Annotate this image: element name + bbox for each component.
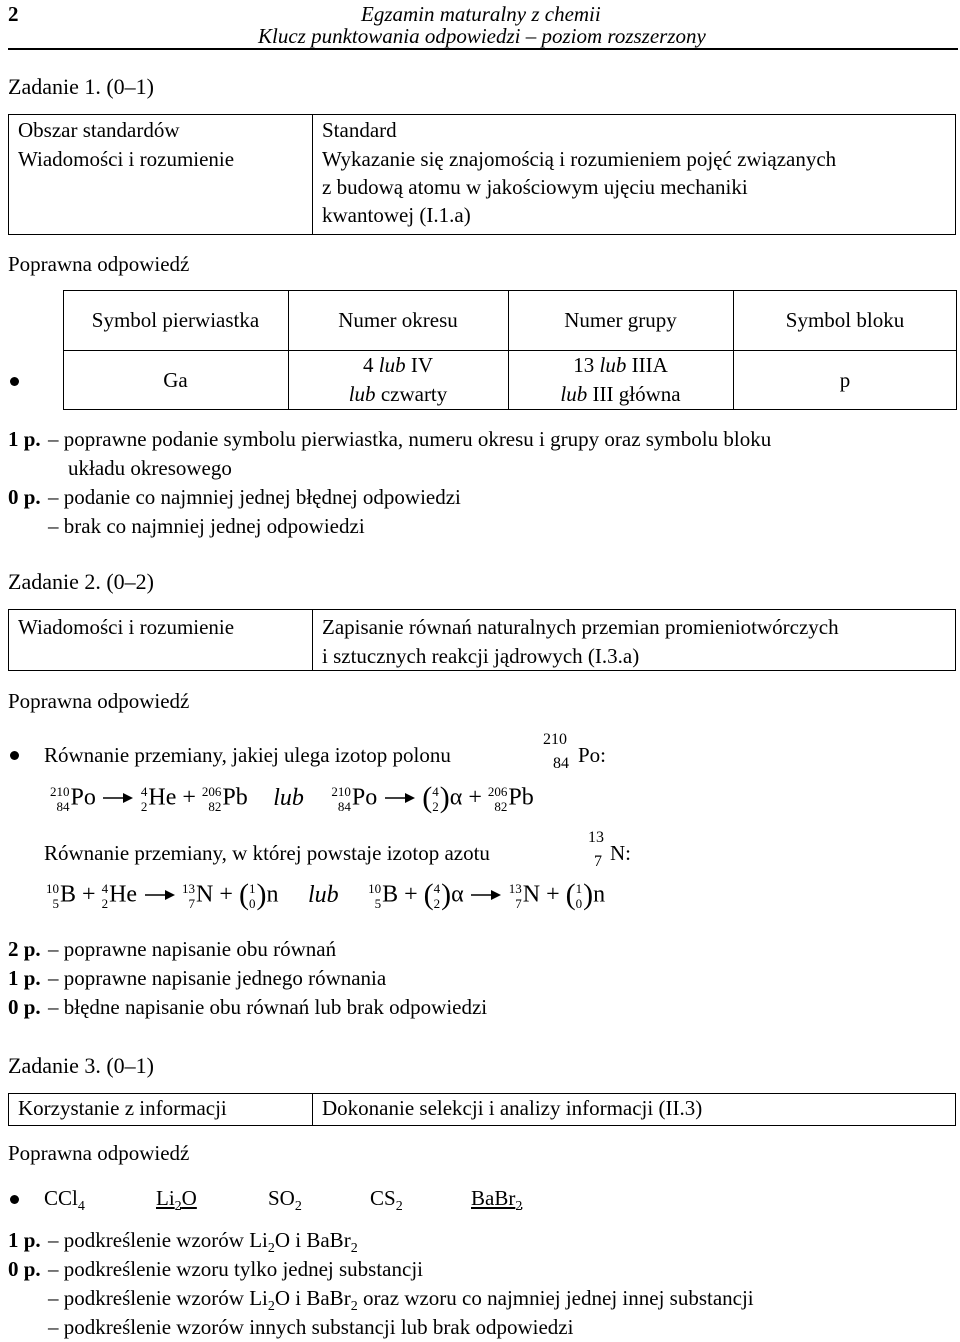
task3-correct-label: Poprawna odpowiedź	[8, 1141, 190, 1165]
task1-area-header: Obszar standardów	[18, 118, 180, 142]
formula-ccl4: CCl$_4$	[44, 1186, 85, 1215]
table-header-block: Symbol bloku	[785, 308, 905, 332]
task1-score0-text2: – brak co najmniej jednej odpowiedzi	[48, 514, 365, 538]
table-cell-block: p	[839, 368, 851, 392]
eq1-intro: Równanie przemiany, jakiej ulega izotop polonu	[44, 743, 451, 767]
task3-title: Zadanie 3. (0–1)	[8, 1053, 154, 1078]
bullet-icon	[10, 751, 19, 760]
reaction-arrow-icon	[469, 888, 503, 902]
task3-score0-text: – podkreślenie wzoru tylko jednej substancji	[48, 1257, 423, 1281]
task1-standard-header: Standard	[322, 118, 397, 142]
bullet-icon	[10, 1195, 19, 1204]
eq2-intro: Równanie przemiany, w której powstaje izotop azotu	[44, 841, 490, 865]
task2-score1-text: – poprawne napisanie jednego równania	[48, 966, 387, 990]
task3-score1-text: – podkreślenie wzorów $Li_2O$ i BaBr$_2$	[48, 1228, 358, 1257]
task1-standard-line1: Wykazanie się znajomością i rozumieniem pojęć związanych	[322, 147, 837, 171]
task3-standard-value: Dokonanie selekcji i analizy informacji (II.3)	[322, 1096, 703, 1120]
table-cell-symbol: Ga	[163, 368, 188, 392]
reaction-arrow-icon	[143, 888, 177, 902]
task1-correct-label: Poprawna odpowiedź	[8, 252, 190, 276]
task2-score0-label: 0 p.	[8, 995, 41, 1019]
task1-standard-line2: z budową atomu w jakościowym ujęciu mechaniki	[322, 175, 748, 199]
task2-correct-label: Poprawna odpowiedź	[8, 689, 190, 713]
task3-standard-divider	[312, 1093, 313, 1126]
formula-cs2: $CS_2$	[370, 1186, 403, 1215]
page-number: 2	[8, 2, 19, 26]
task1-score0-label: 0 p.	[8, 485, 41, 509]
task2-title: Zadanie 2. (0–2)	[8, 569, 154, 594]
eq1-intro-z: 84	[553, 755, 569, 772]
table-cell-group-line1: 13 lub IIIA	[573, 353, 668, 377]
reaction-arrow-icon	[383, 791, 417, 805]
formula-li2o: $Li_2O$	[156, 1186, 197, 1215]
eq2-intro-symbol: N:	[610, 841, 631, 865]
eq1-intro-symbol: Po:	[578, 743, 607, 767]
task3-score0-text3: – podkreślenie wzorów innych substancji lub brak odpowiedzi	[48, 1315, 574, 1339]
table-cell-period-line1: 4 lub IV	[362, 353, 433, 377]
task1-standard-divider	[312, 114, 313, 235]
task2-standard-divider	[312, 609, 313, 671]
task1-area-value: Wiadomości i rozumienie	[18, 147, 235, 171]
task2-standard-line1: Zapisanie równań naturalnych przemian promieniotwórczych	[322, 615, 839, 639]
task2-area-value: Wiadomości i rozumienie	[18, 615, 235, 639]
task1-title: Zadanie 1. (0–1)	[8, 74, 154, 99]
task1-table-row-divider	[63, 350, 957, 351]
formula-babr2: BaBr$_2$	[471, 1186, 523, 1215]
equation1: 210 84 Po 4 2 He + 206 82 Pb lub 210 84 Po ( 4 2 )α + 206 82 Pb	[50, 781, 534, 814]
bullet-icon	[10, 377, 19, 386]
task3-score0-text2: – podkreślenie wzorów $Li_2O$ i BaBr$_2$ oraz wzoru co najmniej jednej innej substancji	[48, 1286, 754, 1315]
task1-score1-label: 1 p.	[8, 427, 41, 451]
task3-score0-label: 0 p.	[8, 1257, 41, 1281]
header-line2: Klucz punktowania odpowiedzi – poziom rozszerzony	[258, 24, 706, 48]
formula-so2: $SO_2$	[268, 1186, 302, 1215]
table-header-symbol: Symbol pierwiastka	[91, 308, 260, 332]
task2-score2-label: 2 p.	[8, 937, 41, 961]
table-header-period: Numer okresu	[338, 308, 458, 332]
table-cell-group-line2: lub III główna	[560, 382, 681, 406]
task1-score0-text: – podanie co najmniej jednej błędnej odpowiedzi	[48, 485, 461, 509]
task3-score1-label: 1 p.	[8, 1228, 41, 1252]
task2-score1-label: 1 p.	[8, 966, 41, 990]
header-rule	[8, 48, 958, 50]
task3-area-value: Korzystanie z informacji	[18, 1096, 227, 1120]
task1-score1-text2: układu okresowego	[68, 456, 232, 480]
reaction-arrow-icon	[101, 791, 135, 805]
eq1-intro-mass: 210	[543, 731, 567, 748]
header-line1: Egzamin maturalny z chemii	[361, 2, 601, 26]
eq2-intro-z: 7	[594, 853, 602, 870]
task1-score1-text: – poprawne podanie symbolu pierwiastka, numeru okresu i grupy oraz symbolu bloku	[48, 427, 772, 451]
table-cell-period-line2: lub czwarty	[348, 382, 448, 406]
table-header-group: Numer grupy	[564, 308, 677, 332]
task2-score2-text: – poprawne napisanie obu równań	[48, 937, 337, 961]
task2-score0-text: – błędne napisanie obu równań lub brak odpowiedzi	[48, 995, 488, 1019]
task2-standard-line2: i sztucznych reakcji jądrowych (I.3.a)	[322, 644, 640, 668]
task1-standard-line3: kwantowej (I.1.a)	[322, 203, 471, 227]
equation2: 10 5 B + 4 2 He 13 7 N + ( 1 0 )n lub 10 5 B + ( 4 2 )α 13 7 N + ( 1 0 )n	[46, 878, 606, 911]
eq2-intro-mass: 13	[588, 829, 604, 846]
